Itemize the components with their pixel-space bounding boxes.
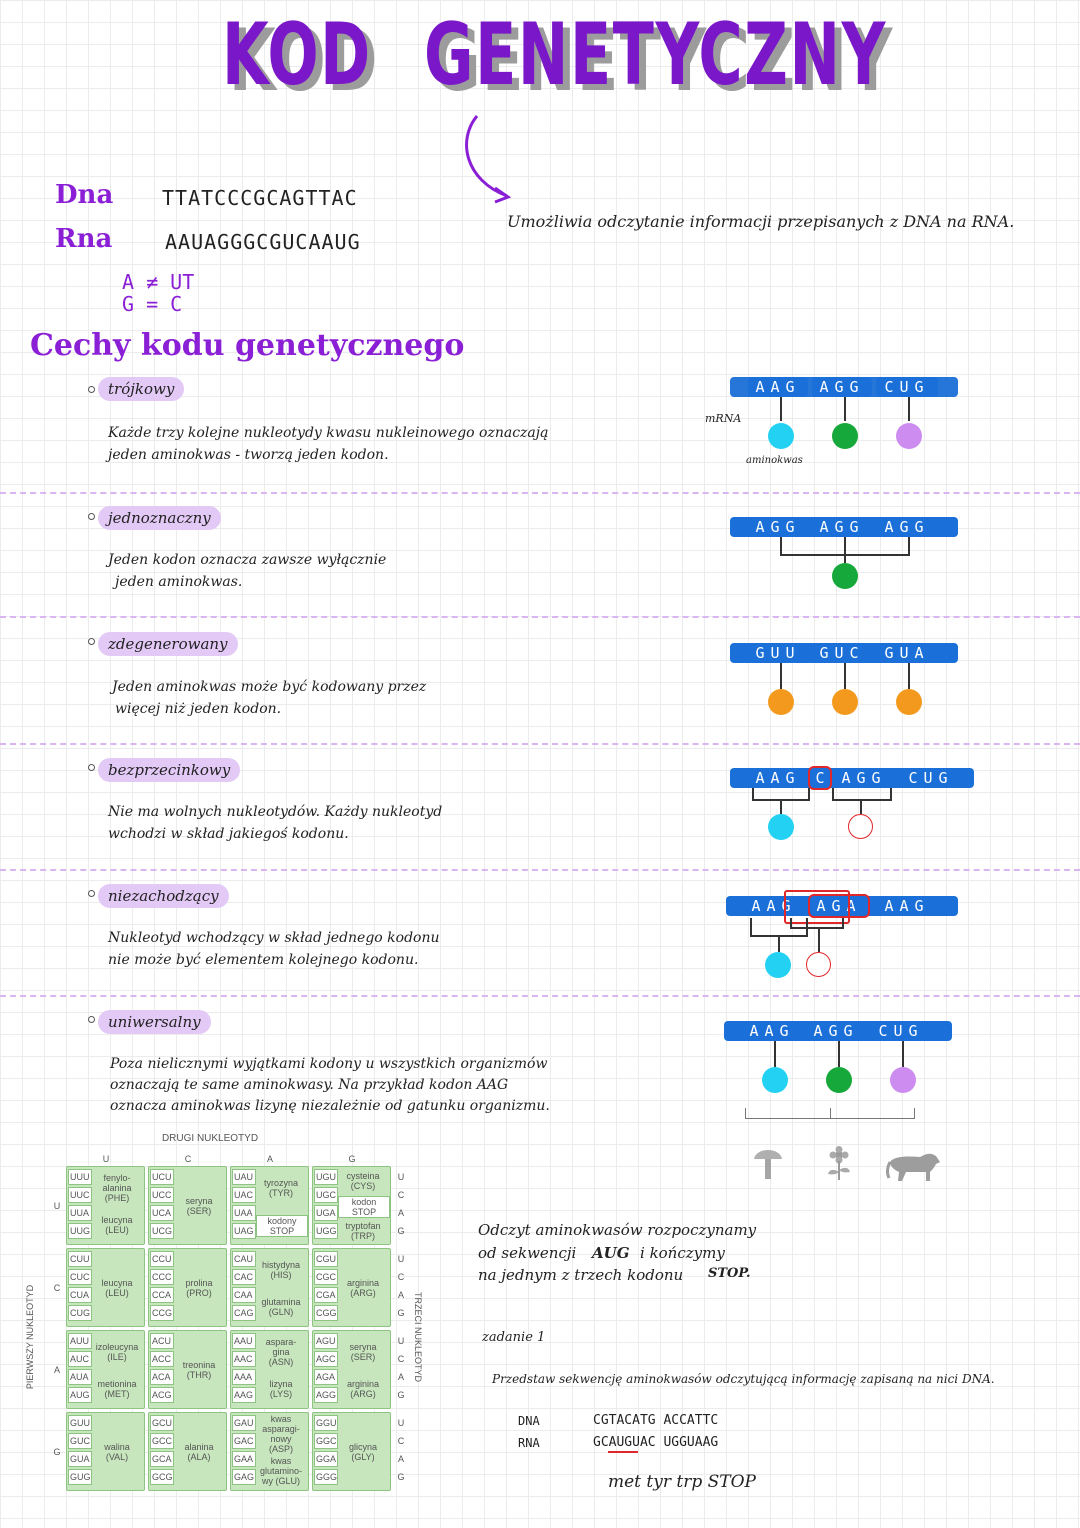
feature-text: Jeden aminokwas może być kodowany przez [112, 679, 427, 695]
connector [908, 537, 910, 555]
codon-entry: CGU [314, 1251, 338, 1267]
amino-acid-label: kwas asparagi- nowy (ASP) [262, 1413, 300, 1454]
rna-label: Rna [55, 224, 113, 254]
table-third-letter: C [397, 1272, 405, 1282]
codon-entry: GGC [314, 1433, 338, 1449]
codon-entry: AAC [232, 1351, 256, 1367]
codon-aga: AGA [810, 896, 868, 916]
table-col-header: G [348, 1154, 356, 1164]
section-divider [0, 743, 1080, 745]
codon-entry: CUA [68, 1287, 92, 1303]
overlap-highlight [784, 890, 850, 924]
stop-codon: STOP. [708, 1266, 751, 1281]
table-third-letter: G [397, 1390, 405, 1400]
codon-entry: UUC [68, 1187, 92, 1203]
codon-aag: AAG [748, 768, 808, 788]
codon-entry: UUA [68, 1205, 92, 1221]
table-third-letter: G [397, 1472, 405, 1482]
title-arrow-icon [455, 110, 525, 205]
amino-acid-label: glicyna (GLY) [348, 1442, 377, 1462]
codon-entry: CUU [68, 1251, 92, 1267]
amino-acid-label: walina (VAL) [104, 1442, 130, 1462]
codon-entry: AUA [68, 1369, 92, 1385]
table-row-header: G [53, 1447, 61, 1457]
amino-acid-label: leucyna (LEU) [101, 1278, 133, 1298]
rna-sequence: AAUAGGGCGUCAAUG [165, 230, 361, 254]
task-dna-label: DNA [518, 1414, 540, 1428]
task-instruction: Przedstaw sekwencję aminokwasów odczytującą informację zapisaną na nici DNA. [492, 1372, 995, 1386]
connector [780, 554, 910, 556]
codon-entry: AGA [314, 1369, 338, 1385]
amino-acid-label: alanina (ALA) [184, 1442, 214, 1462]
codon-agg: AGG [812, 517, 872, 537]
amino-acid-dot [762, 1067, 788, 1093]
codon-aag: AAG [744, 896, 804, 916]
feature-pill-trojkowy: trójkowy [98, 377, 184, 401]
codon-entry: CCU [150, 1251, 174, 1267]
feature-text: nie może być elementem kolejnego kodonu. [108, 952, 419, 968]
flower-icon [824, 1146, 854, 1182]
bullet [88, 386, 95, 393]
codon-entry: UGA [314, 1205, 338, 1221]
codon-entry: CAU [232, 1251, 256, 1267]
connector [908, 663, 910, 689]
codon-entry: UUG [68, 1223, 92, 1239]
codon-entry: UAA [232, 1205, 256, 1221]
codon-aag: AAG [748, 377, 808, 397]
feature-text: Nukleotyd wchodzący w skład jednego kodonu [108, 930, 440, 946]
missing-amino-acid [806, 952, 831, 977]
connector [745, 1108, 746, 1118]
amino-acid-dot [832, 689, 858, 715]
connector [838, 1041, 840, 1067]
code-description: Umożliwia odczytanie informacji przepisanych z DNA na RNA. [507, 212, 1015, 231]
connector [860, 800, 862, 814]
codon-entry: GUU [68, 1415, 92, 1431]
connector [830, 1108, 831, 1118]
codon-entry: GAG [232, 1469, 256, 1485]
codon-gua: GUA [876, 643, 938, 663]
table-third-letter: C [397, 1436, 405, 1446]
amino-acid-label: treonina (THR) [182, 1360, 216, 1380]
codon-entry: CUC [68, 1269, 92, 1285]
codon-entry: GUA [68, 1451, 92, 1467]
table-title-second: DRUGI NUKLEOTYD [161, 1133, 259, 1144]
connector [780, 663, 782, 689]
amino-acid-label: izoleucyna (ILE) [95, 1341, 139, 1362]
start-underline [608, 1451, 638, 1453]
bullet [88, 513, 95, 520]
bullet [88, 764, 95, 771]
bullet [88, 890, 95, 897]
codon-entry: UAC [232, 1187, 256, 1203]
mrna-strip [730, 377, 958, 397]
table-third-letter: A [397, 1372, 404, 1382]
amino-acid-label: arginina (ARG) [346, 1278, 380, 1298]
table-title-first-wrap [20, 1270, 34, 1410]
connector [750, 918, 752, 936]
codon-agg: AGG [834, 768, 894, 788]
codon-entry: CGA [314, 1287, 338, 1303]
feature-text: jeden aminokwas. [115, 574, 243, 590]
feature-pill-bezprzecinkowy: bezprzecinkowy [98, 758, 240, 782]
codon-entry: AGU [314, 1333, 338, 1349]
title-word-genetyczny: GENETYCZNY [424, 5, 887, 105]
title-word-kod: KOD [222, 5, 372, 105]
amino-acid-label: glutamina (GLN) [261, 1296, 301, 1317]
feature-text: oznacza aminokwas lizynę niezależnie od gatunku organizmu. [110, 1098, 550, 1114]
table-row-header: U [53, 1201, 61, 1211]
mushroom-icon [752, 1147, 784, 1181]
connector [778, 936, 780, 952]
table-third-letter: U [397, 1254, 405, 1264]
codon-entry: CGG [314, 1305, 338, 1321]
codon-entry: GUC [68, 1433, 92, 1449]
amino-acid-label: lizyna (LYS) [269, 1378, 293, 1399]
table-third-letter: G [397, 1308, 405, 1318]
codon-entry: AAU [232, 1333, 256, 1349]
table-third-letter: A [397, 1208, 404, 1218]
codon-entry: GAA [232, 1451, 256, 1467]
table-third-letter: C [397, 1354, 405, 1364]
codon-entry: AGC [314, 1351, 338, 1367]
feature-text: Jeden kodon oznacza zawsze wyłącznie [108, 552, 387, 568]
codon-entry: UCA [150, 1205, 174, 1221]
amino-acid-label: prolina (PRO) [185, 1278, 213, 1298]
connector [780, 800, 782, 814]
amino-acid-dot [768, 423, 794, 449]
connector [908, 397, 910, 421]
table-row-header: A [53, 1365, 60, 1375]
feature-text: oznaczają te same aminokwasy. Na przykład kodon AAG [110, 1077, 509, 1093]
codon-cug: CUG [900, 768, 962, 788]
feature-text: więcej niż jeden kodon. [115, 701, 282, 717]
table-col-header: U [102, 1154, 110, 1164]
amino-acid-label: tyrozyna (TYR) [263, 1177, 298, 1198]
amino-acid-dot [896, 423, 922, 449]
amino-acid-label: tryptofan (TRP) [345, 1220, 381, 1241]
mrna-strip [730, 768, 974, 788]
aminokwas-label: aminokwas [746, 455, 803, 466]
amino-acid-label: kodony STOP [256, 1215, 308, 1237]
feature-pill-niezachodzacy: niezachodzący [98, 884, 229, 908]
connector [745, 1118, 915, 1119]
codon-entry: ACU [150, 1333, 174, 1349]
amino-acid-label: fenylo- alanina (PHE) [102, 1172, 132, 1203]
codon-entry: GGA [314, 1451, 338, 1467]
amino-acid-dot [832, 423, 858, 449]
amino-acid-label: seryna (SER) [349, 1341, 377, 1362]
amino-acid-label: kwas glutamino- wy (GLU) [259, 1455, 303, 1486]
codon-entry: GAC [232, 1433, 256, 1449]
pairing-rule-g: G = C [122, 292, 183, 316]
codon-entry: CGC [314, 1269, 338, 1285]
table-col-header: A [266, 1154, 273, 1164]
codon-entry: UGC [314, 1187, 338, 1203]
table-row-header: C [53, 1283, 61, 1293]
connector [844, 397, 846, 421]
cat-icon [886, 1148, 942, 1182]
table-third-letter: U [397, 1172, 405, 1182]
codon-entry: UGU [314, 1169, 338, 1185]
table-third-letter: G [397, 1226, 405, 1236]
codon-agg: AGG [876, 517, 938, 537]
amino-acid-label: seryna (SER) [185, 1196, 213, 1216]
mrna-strip [730, 517, 958, 537]
codon-entry: GGU [314, 1415, 338, 1431]
codon-entry: CUG [68, 1305, 92, 1321]
section-divider [0, 869, 1080, 871]
codon-entry: GGG [314, 1469, 338, 1485]
task-answer: met tyr trp STOP [608, 1472, 756, 1492]
task-rna-label: RNA [518, 1436, 540, 1450]
codon-aag: AAG [742, 1021, 802, 1041]
codon-entry: AUC [68, 1351, 92, 1367]
connector [844, 537, 846, 563]
codon-entry: UCG [150, 1223, 174, 1239]
amino-acid-label: cysteina (CYS) [346, 1171, 380, 1192]
codon-entry: CCG [150, 1305, 174, 1321]
codon-entry: GUG [68, 1469, 92, 1485]
amino-acid-dot [768, 689, 794, 715]
mrna-strip [724, 1021, 952, 1041]
extra-nucleotide-c: C [810, 768, 830, 788]
codon-entry: ACG [150, 1387, 174, 1403]
table-title-third-wrap [408, 1270, 422, 1410]
feature-pill-zdegenerowany: zdegenerowany [98, 632, 238, 656]
codon-aag: AAG [876, 896, 938, 916]
bullet [88, 1016, 95, 1023]
dna-sequence: TTATCCCGCAGTTAC [162, 186, 358, 210]
missing-amino-acid [848, 814, 873, 839]
section-divider [0, 616, 1080, 618]
codon-entry: ACC [150, 1351, 174, 1367]
table-third-letter: U [397, 1336, 405, 1346]
codon-entry: GAU [232, 1415, 256, 1431]
amino-acid-dot [765, 952, 791, 978]
feature-text: Poza nielicznymi wyjątkami kodony u wszystkich organizmów [110, 1056, 548, 1072]
task-title: zadanie 1 [482, 1330, 546, 1345]
section-divider [0, 492, 1080, 494]
codon-entry: AUG [68, 1387, 92, 1403]
table-third-letter: A [397, 1454, 404, 1464]
reading-line-2b: i kończymy [640, 1244, 725, 1262]
feature-text: Każde trzy kolejne nukleotydy kwasu nukleinowego oznaczają [108, 425, 549, 441]
codon-entry: UUU [68, 1169, 92, 1185]
task-dna-sequence: CGTACATG ACCATTC [593, 1413, 719, 1428]
codon-entry: GCC [150, 1433, 174, 1449]
codon-agg: AGG [748, 517, 808, 537]
codon-entry: GCA [150, 1451, 174, 1467]
codon-entry: UCC [150, 1187, 174, 1203]
amino-acid-dot [896, 689, 922, 715]
codon-entry: GCU [150, 1415, 174, 1431]
amino-acid-label: aspara- gina (ASN) [265, 1336, 297, 1367]
reading-line-1: Odczyt aminokwasów rozpoczynamy [478, 1221, 757, 1239]
codon-entry: CCA [150, 1287, 174, 1303]
codon-agg: AGG [806, 1021, 866, 1041]
feature-pill-uniwersalny: uniwersalny [98, 1010, 211, 1034]
amino-acid-dot [768, 814, 794, 840]
codon-entry: UGG [314, 1223, 338, 1239]
start-codon: AUG [592, 1244, 630, 1262]
bullet [88, 638, 95, 645]
pairing-rule-a: A ≠ UT [122, 270, 195, 294]
codon-entry: GCG [150, 1469, 174, 1485]
table-third-letter: C [397, 1190, 405, 1200]
amino-acid-label: arginina (ARG) [346, 1378, 380, 1399]
amino-acid-label: leucyna (LEU) [101, 1214, 133, 1235]
amino-acid-dot [890, 1067, 916, 1093]
table-title-third: TRZECI NUKLEOTYD [413, 1291, 423, 1382]
mrna-strip [730, 643, 958, 663]
feature-pill-jednoznaczny: jednoznaczny [98, 506, 221, 530]
codon-entry: AAA [232, 1369, 256, 1385]
table-col-header: C [184, 1154, 192, 1164]
table-title-first: PIERWSZY NUKLEOTYD [25, 1284, 35, 1390]
codon-entry: ACA [150, 1369, 174, 1385]
codon-entry: CAG [232, 1305, 256, 1321]
connector [902, 1041, 904, 1067]
dna-label: Dna [55, 180, 114, 210]
connector [780, 397, 782, 421]
section-divider [0, 995, 1080, 997]
amino-acid-dot [826, 1067, 852, 1093]
connector [844, 663, 846, 689]
amino-acid-label: kodon STOP [338, 1196, 390, 1218]
codon-entry: CAC [232, 1269, 256, 1285]
codon-entry: UAU [232, 1169, 256, 1185]
codon-entry: AAG [232, 1387, 256, 1403]
codon-agg: AGG [812, 377, 872, 397]
task-rna-sequence: GCAUGUAC UGGUAAG [593, 1435, 719, 1450]
codon-entry: CCC [150, 1269, 174, 1285]
amino-acid-label: histydyna (HIS) [261, 1259, 301, 1280]
features-heading: Cechy kodu genetycznego [30, 328, 465, 363]
amino-acid-label: metionina (MET) [97, 1378, 137, 1399]
connector [914, 1108, 915, 1118]
reading-line-3: na jednym z trzech kodonu [478, 1266, 684, 1284]
connector [790, 927, 844, 929]
codon-guu: GUU [748, 643, 808, 663]
codon-cug: CUG [870, 1021, 932, 1041]
mrna-label: mRNA [705, 412, 742, 425]
connector [780, 537, 782, 555]
codon-entry: CAA [232, 1287, 256, 1303]
connector [832, 799, 892, 801]
connector [818, 928, 820, 952]
codon-entry: UCU [150, 1169, 174, 1185]
codon-entry: AGG [314, 1387, 338, 1403]
table-third-letter: U [397, 1418, 405, 1428]
codon-entry: UAG [232, 1223, 256, 1239]
amino-acid-dot [832, 563, 858, 589]
feature-text: Nie ma wolnych nukleotydów. Każdy nukleotyd [108, 804, 443, 820]
codon-cug: CUG [876, 377, 938, 397]
reading-line-2a: od sekwencji [478, 1244, 577, 1262]
codon-entry: AUU [68, 1333, 92, 1349]
codon-guc: GUC [812, 643, 872, 663]
feature-text: wchodzi w skład jakiegoś kodonu. [108, 826, 349, 842]
table-third-letter: A [397, 1290, 404, 1300]
connector [774, 1041, 776, 1067]
feature-text: jeden aminokwas - tworzą jeden kodon. [108, 447, 389, 463]
